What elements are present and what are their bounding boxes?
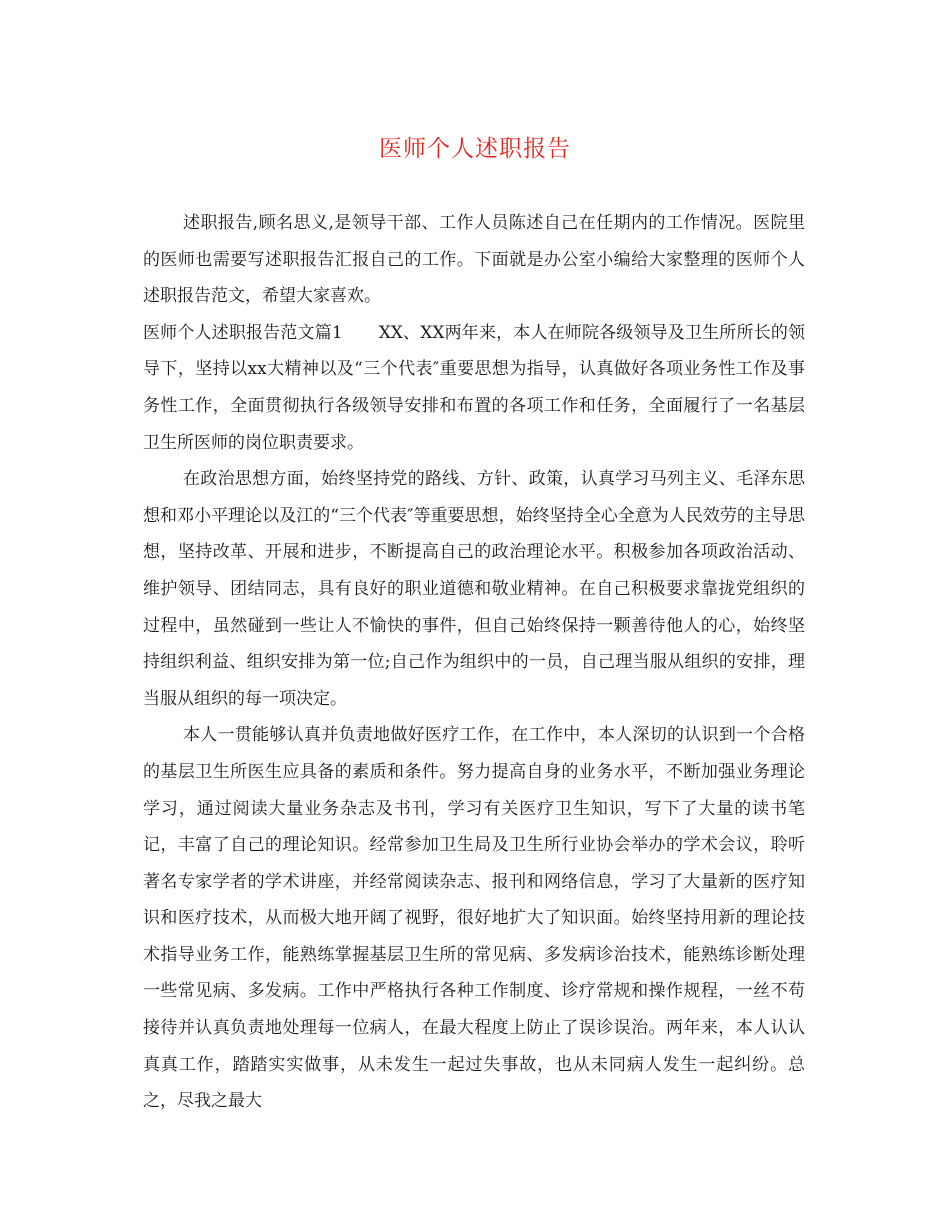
intro-paragraph: 述职报告,顾名思义,是领导干部、工作人员陈述自己在任期内的工作情况。医院里的医师也需要写述职报告汇报自己的工作。下面就是办公室小编给大家整理的医师个人述职报告范文，希望大家喜欢。 bbox=[143, 213, 805, 307]
section-paragraph bbox=[143, 315, 805, 461]
document-title: 医师个人述职报告 bbox=[379, 136, 571, 162]
work-paragraph: 本人一贯能够认真并负责地做好医疗工作，在工作中，本人深切的认识到一个合格的基层卫生所医生应具备的素质和条件。努力提高自身的业务水平，不断加强业务理论学习，通过阅读大量业务杂志及书刊，学习有关医疗卫生知识，写下了大量的读书笔记，丰富了自己的理论知识。经常参加卫生局及卫生所行业协会举办的学术会议，聆听著名专家学者的学术讲座，并经常阅读杂志、报刊和网络信息，学习了大量新的医疗知识和医疗技术，从而极大地开阔了视野，很好地扩大了知识面。始终坚持用新的理论技术指导业务工作，能熟练掌握基层卫生所的常见病、多发病诊治技术，能熟练诊断处理一些常见病、多发病。工作中严格执行各种工作制度、诊疗常规和操作规程，一丝不苟接待并认真负责地处理每一位病人，在最大程度上防止了误诊误治。两年来，本人认认真真工作，踏踏实实做事，从未发生一起过失事故，也从未同病人发生一起纠纷。总之，尽我之最大 bbox=[143, 725, 805, 1112]
section-lead-text: XX、XX两年来，本人在师院各级领导及卫生所所长的领导下，坚持以xx大精神以及“三个代表″重要思想为指导，认真做好各项业务性工作及事务性工作，全面贯彻执行各级领导安排和布置的各项工作和任务，全面履行了一名基层卫生所医师的岗位职责要求。 bbox=[143, 322, 805, 453]
politics-paragraph: 在政治思想方面，始终坚持党的路线、方针、政策，认真学习马列主义、毛泽东思想和邓小平理论以及江的“三个代表″等重要思想，始终坚持全心全意为人民效劳的主导思想，坚持改革、开展和进步，不断提高自己的政治理论水平。积极参加各项政治活动、维护领导、团结同志，具有良好的职业道德和敬业精神。在自己积极要求靠拢党组织的过程中，虽然碰到一些让人不愉快的事件，但自己始终保持一颗善待他人的心，始终坚持组织利益、组织安排为第一位;自己作为组织中的一员，自己理当服从组织的安排，理当服从组织的每一项决定。 bbox=[143, 469, 805, 709]
document-body bbox=[143, 205, 805, 1120]
section-heading: 医师个人述职报告范文篇1 bbox=[143, 322, 343, 343]
